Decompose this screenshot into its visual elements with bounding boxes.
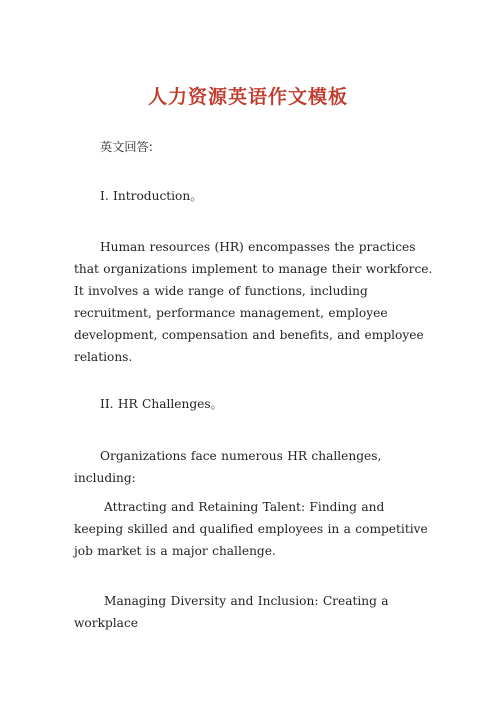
- paragraph-attracting-talent: Attracting and Retaining Talent: Finding and keeping skilled and qualified employees in a competitive job market is a major challenge.: [74, 500, 428, 558]
- paragraph-introduction: Human resources (HR) encompasses the practices that organizations implement to manage their workforce. It involves a wide range of functions, including recruitment, performance management, employee development, compensation and benefits, and employee relations.: [74, 240, 433, 364]
- page-title: 人力资源英语作文模板: [147, 86, 348, 108]
- section-heading-challenges: II. HR Challenges。: [100, 397, 223, 411]
- paragraph-diversity-inclusion: Managing Diversity and Inclusion: Creating a workplace: [74, 594, 389, 630]
- subtitle-label: 英文回答:: [100, 140, 153, 154]
- section-heading-introduction: I. Introduction。: [100, 189, 203, 203]
- paragraph-challenges-intro: Organizations face numerous HR challenges, including:: [74, 449, 382, 485]
